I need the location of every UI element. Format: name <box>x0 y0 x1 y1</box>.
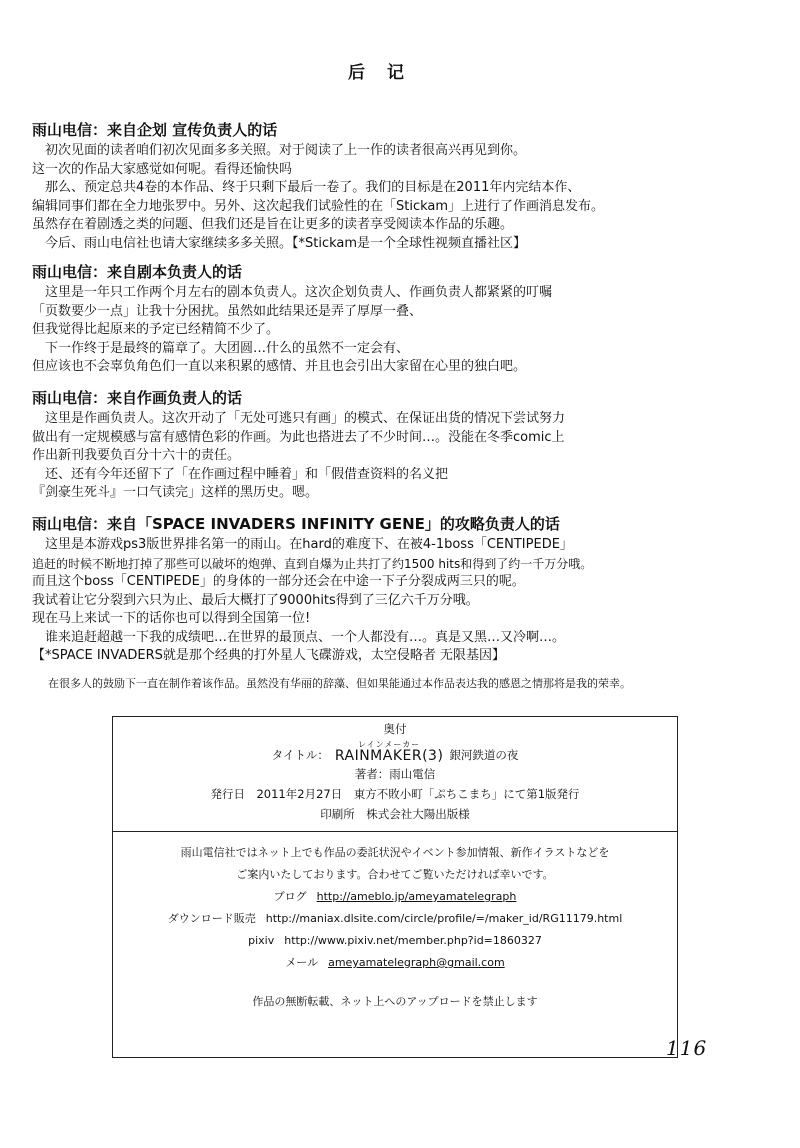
section-game <box>32 514 772 666</box>
title-ruby-group <box>335 741 444 763</box>
link-row-mail <box>113 949 677 971</box>
blog-link[interactable]: http://ameblo.jp/ameyamatelegraph <box>316 890 517 903</box>
body-line: 编辑同事们都在全力地张罗中。另外、这次起我们试验性的在「Stickam」上进行了作画消息发布。 <box>32 198 605 214</box>
colophon-printer: 印刷所 株式会社大陽出版様 <box>320 807 470 821</box>
pixiv-link[interactable]: http://www.pixiv.net/member.php?id=1860327 <box>284 934 542 947</box>
link-label: pixiv <box>248 934 275 947</box>
body-line: 【*SPACE INVADERS就是那个经典的打外星人飞碟游戏，太空侵略者 无限基因】 <box>32 648 506 663</box>
mail-link[interactable]: ameyamatelegraph@gmail.com <box>328 956 505 969</box>
body-line: 初次见面的读者咱们初次见面多多关照。对于阅读了上一作的读者很高兴再见到你。 <box>32 143 527 158</box>
colophon-title-row <box>113 741 677 766</box>
body-line: 现在马上来试一下的话你也可以得到全国第一位! <box>32 611 311 626</box>
page-title: 后 记 <box>348 63 412 83</box>
section-art <box>32 388 772 503</box>
body-line: 今后、雨山电信社也请大家继续多多关照。【*Stickam是一个全球性视频直播社区】 <box>32 235 527 251</box>
section-heading: 雨山电信：来自企划 宣传负责人的话 <box>32 121 278 139</box>
section-heading: 雨山电信：来自作画负责人的话 <box>32 389 243 407</box>
download-link[interactable]: http://maniax.dlsite.com/circle/profile/=/maker_id/RG11179.html <box>265 912 623 925</box>
body-line: 下一作终于是最终的篇章了。大团圆…什么的虽然不一定会有、 <box>32 340 410 356</box>
body-line: 作出新刊我要负百分十六十的责任。 <box>32 448 241 463</box>
body-line: 做出有一定规模感与富有感情色彩的作画。为此也搭进去了不少时间…。没能在冬季comic上 <box>32 429 565 445</box>
body-line: 虽然存在着剧透之类的问题、但我们还是旨在让更多的读者享受阅读本作品的乐趣。 <box>32 217 514 232</box>
title-sub: 銀河鉄道の夜 <box>449 748 519 762</box>
body-line: 而且这个boss「CENTIPEDE」的身体的一部分还会在中途一下子分裂成两三只的呢。 <box>32 574 525 589</box>
body-line: 追赶的时候不断地打掉了那些可以破坏的炮弹、直到自爆为止共打了约1500 hits和得到了约一千万分哦。 <box>32 556 593 571</box>
body-line: 这里是一年只工作两个月左右的剧本负责人。这次企划负责人、作画负责人都紧紧的叮嘱 <box>32 285 553 300</box>
body-line: 但我觉得比起原来的予定已经精简不少了。 <box>32 322 280 337</box>
colophon-header: 奥付 <box>383 722 407 736</box>
colophon-info <box>113 832 677 1010</box>
title-label: タイトル： <box>271 748 329 762</box>
link-label: ダウンロード販売 <box>167 912 256 925</box>
section-planning <box>32 120 772 253</box>
link-row-download <box>113 905 677 927</box>
body-line: 但应该也不会辜负角色们一直以来积累的感情、并且也会引出大家留在心里的独白吧。 <box>32 359 527 374</box>
page-number: 116 <box>666 1036 708 1060</box>
link-row-blog <box>113 883 677 905</box>
section-script <box>32 262 772 377</box>
body-line: 『剑豪生死斗』一口气读完」这样的黑历史。嗯。 <box>32 485 319 500</box>
link-row-pixiv <box>113 927 677 949</box>
info-line: ご案内いたしております。合わせてご覧いただければ幸いです。 <box>236 868 554 881</box>
body-line: 这里是本游戏ps3版世界排名第一的雨山。在hard的难度下、在被4-1boss「CENTIPEDE」 <box>32 537 573 552</box>
title-ruby: レインメーカー <box>358 740 421 749</box>
info-line: 雨山電信社ではネット上でも作品の委託状況やイベント参加情報、新作イラストなどを <box>180 846 610 859</box>
colophon-publish: 発行日 2011年2月27日 東方不敗小町「ぷちこまち」にて第1版発行 <box>210 787 580 801</box>
body-line: 这一次的作品大家感觉如何呢。看得还愉快吗 <box>32 161 293 177</box>
link-label: メール <box>285 956 319 969</box>
section-heading: 雨山电信：来自「SPACE INVADERS INFINITY GENE」的攻略负责人的话 <box>32 515 560 533</box>
body-line: 我试着让它分裂到六只为止、最后大概打了9000hits得到了三亿六千万分哦。 <box>32 592 479 608</box>
body-line: 这里是作画负责人。这次开动了「无处可逃只有画」的模式、在保证出货的情况下尝试努力 <box>32 411 566 426</box>
colophon-author: 著者：雨山電信 <box>354 767 436 781</box>
body-line: 「页数要少一点」让我十分困扰。虽然如此结果还是弄了厚厚一叠、 <box>32 303 423 319</box>
closing-note: 在很多人的鼓励下一直在制作着该作品。虽然没有华丽的辞藻、但如果能通过本作品表达我的感恩之情那将是我的荣幸。 <box>48 677 631 690</box>
body-line: 谁来追赶超越一下我的成绩吧…在世界的最顶点、一个人都没有…。真是又黑…又冷啊…。 <box>32 629 566 645</box>
link-label: ブログ <box>273 890 307 903</box>
body-line: 那么、预定总共4卷的本作品、终于只剩下最后一卷了。我们的目标是在2011年内完结本作、 <box>32 180 581 195</box>
colophon-box <box>112 716 678 1058</box>
colophon-notice: 作品の無断転載、ネット上へのアップロードを禁止します <box>252 995 538 1008</box>
body-line: 还、还有今年还留下了「在作画过程中睡着」和「假借查资料的名义把 <box>32 466 449 482</box>
title-main: RAINMAKER(3) <box>334 748 444 764</box>
section-heading: 雨山电信：来自剧本负责人的话 <box>32 263 243 281</box>
